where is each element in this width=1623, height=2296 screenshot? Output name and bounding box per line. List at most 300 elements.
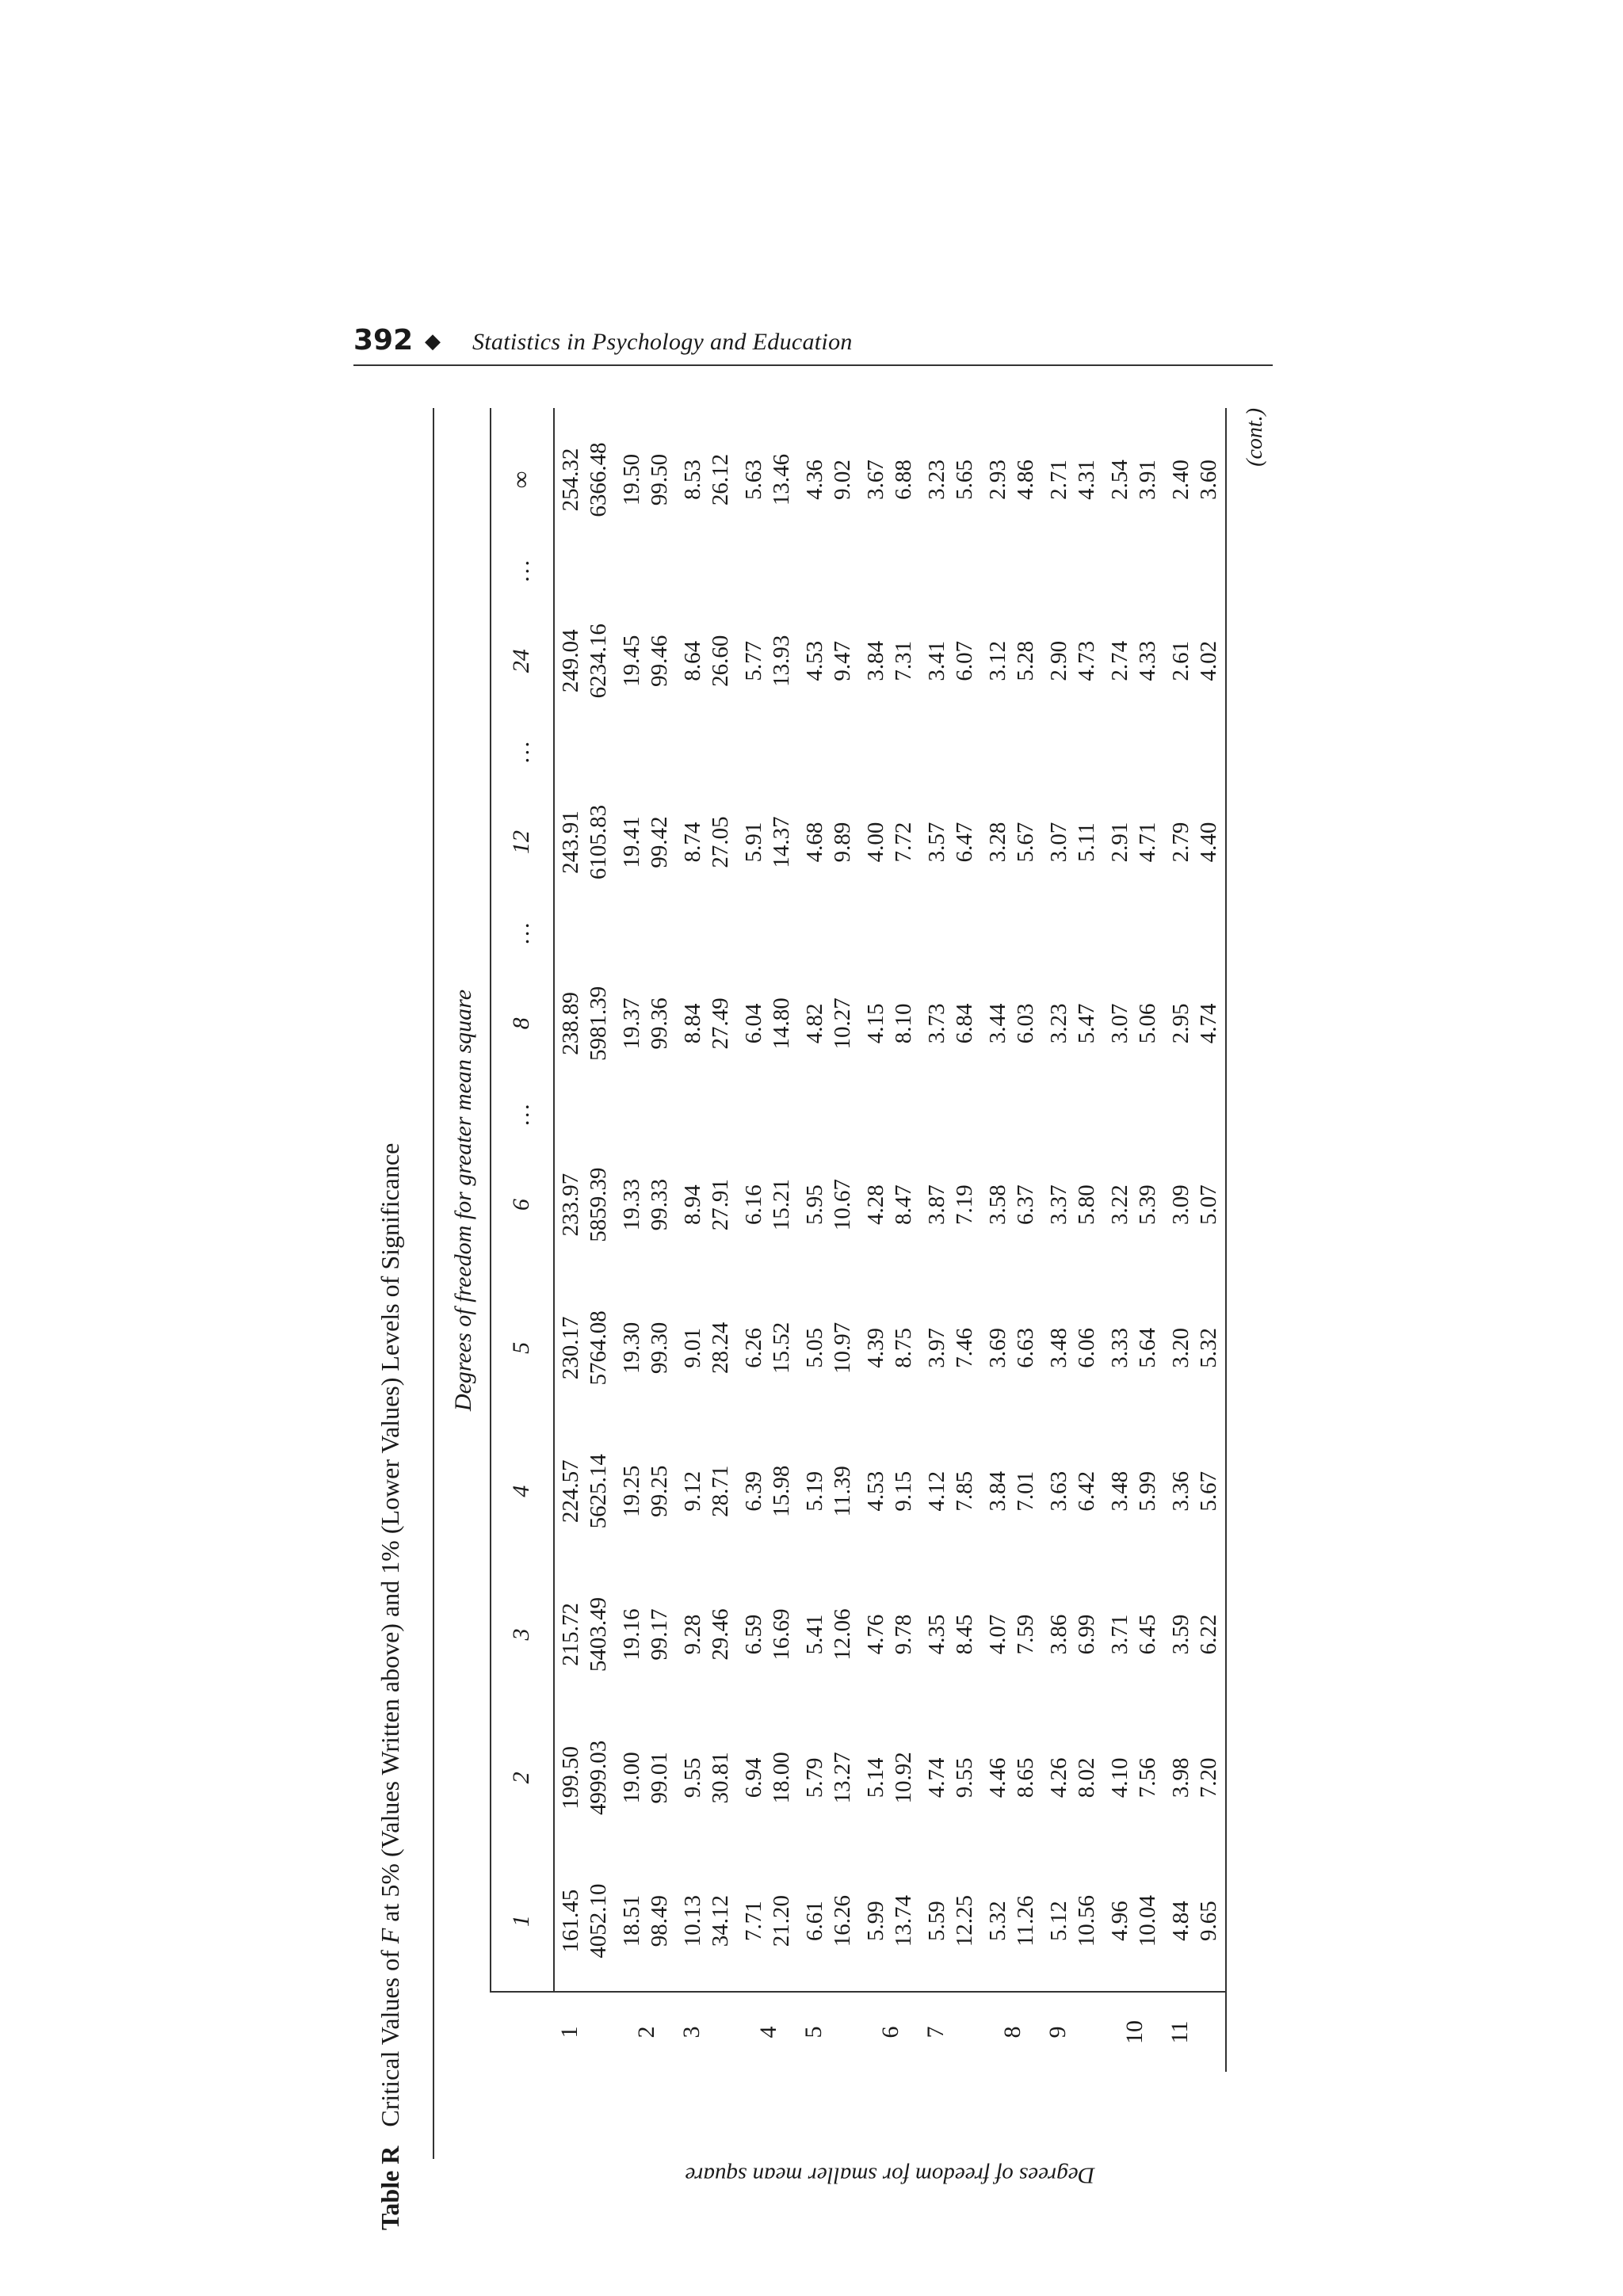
lower-value-1pct: 99.01 [647,1752,672,1804]
table-cell [982,733,1043,771]
upper-value-5pct: 6.59 [741,1614,766,1655]
table-cell [799,1706,860,1849]
upper-value-5pct: 6.94 [741,1757,766,1798]
table-row [616,408,677,2072]
table-cell [555,1095,616,1133]
upper-value-5pct: 3.07 [1046,822,1071,863]
table-cell [738,733,799,771]
table-cell [677,1563,738,1707]
table-cell [1043,952,1104,1095]
caption-text-before: Critical Values of [376,1950,404,2127]
lower-value-1pct: 13.93 [769,635,794,687]
upper-value-5pct: 3.33 [1107,1328,1132,1368]
table-cell [799,771,860,914]
upper-value-5pct: 3.22 [1107,1184,1132,1225]
lower-value-1pct: 99.50 [647,453,672,506]
lower-value-1pct: 5.64 [1135,1328,1160,1368]
lower-value-1pct: 5.99 [1135,1470,1160,1512]
table-cell [982,913,1043,952]
lower-value-1pct: 6.07 [952,640,977,681]
table-cell [1043,771,1104,914]
table-cell [555,1276,616,1420]
upper-value-5pct: 3.67 [863,460,888,500]
upper-value-5pct: 3.36 [1168,1470,1193,1512]
diamond-icon: ◆ [425,330,441,353]
lower-value-1pct: 7.31 [891,640,916,681]
table-cell [799,408,860,551]
table-cell [860,1420,921,1563]
lower-value-1pct: 28.24 [708,1322,733,1375]
table-cell [555,1420,616,1563]
f-table [365,408,1284,2230]
row-group-heading [555,2080,1224,2230]
table-cell [799,1420,860,1563]
upper-value-5pct: 254.32 [558,448,583,512]
column-header: 24 [508,649,534,673]
upper-value-5pct: 4.82 [802,1003,827,1044]
lower-value-1pct: 8.10 [891,1003,916,1044]
table-cell [982,771,1043,914]
row-df-label: 9 [1044,2026,1071,2039]
table-cell [799,733,860,771]
table-cell [1165,771,1226,914]
upper-value-5pct: 5.79 [802,1757,827,1798]
upper-value-5pct: 2.95 [1168,1003,1193,1044]
table-cell [677,1420,738,1563]
upper-value-5pct: 2.54 [1107,460,1132,500]
lower-value-1pct: 29.46 [708,1608,733,1661]
upper-value-5pct: 4.76 [863,1614,888,1655]
lower-value-1pct: 15.52 [769,1322,794,1375]
lower-value-1pct: 5859.39 [586,1167,611,1242]
lower-value-1pct: 5981.39 [586,986,611,1061]
column-header: … [508,738,534,765]
lower-value-1pct: 9.78 [891,1614,916,1655]
lower-value-1pct: 99.17 [647,1608,672,1661]
upper-value-5pct: 4.84 [1168,1901,1193,1941]
table-row [555,408,616,2072]
table-cell [799,1095,860,1133]
upper-value-5pct: 19.45 [619,635,644,687]
upper-value-5pct: 9.12 [680,1470,705,1512]
table-cell [555,1706,616,1849]
upper-value-5pct: 3.59 [1168,1614,1193,1655]
bottom-rule [1225,408,1227,2072]
lower-value-1pct: 5.67 [1196,1470,1221,1512]
upper-value-5pct: 6.61 [802,1901,827,1941]
table-cell [616,1706,677,1849]
upper-value-5pct: 5.95 [802,1184,827,1225]
upper-value-5pct: 8.53 [680,460,705,500]
table-cell [738,1420,799,1563]
table-cell [1104,1095,1165,1133]
table-cell [1165,1849,1226,1993]
upper-value-5pct: 19.37 [619,997,644,1050]
table-cell [1104,1133,1165,1276]
table-row [677,408,738,2072]
upper-value-5pct: 3.86 [1046,1614,1071,1655]
upper-value-5pct: 3.69 [985,1328,1010,1368]
lower-value-1pct: 4.71 [1135,822,1160,863]
upper-value-5pct: 3.48 [1046,1328,1071,1368]
lower-value-1pct: 5.06 [1135,1003,1160,1044]
upper-value-5pct: 3.28 [985,822,1010,863]
table-cell [1043,1706,1104,1849]
upper-value-5pct: 9.55 [680,1757,705,1798]
lower-value-1pct: 6.88 [891,460,916,500]
table-cell [616,1276,677,1420]
table-cell [860,913,921,952]
lower-value-1pct: 9.47 [830,640,855,681]
table-cell [799,1563,860,1707]
column-header: 5 [508,1341,534,1354]
lower-value-1pct: 6.42 [1074,1470,1099,1512]
lower-value-1pct: 10.04 [1135,1894,1160,1947]
table-cell [860,771,921,914]
upper-value-5pct: 9.01 [680,1328,705,1368]
upper-value-5pct: 3.37 [1046,1184,1071,1225]
table-cell [555,408,616,551]
lower-value-1pct: 8.65 [1013,1757,1038,1798]
table-row [921,408,982,2072]
table-cell [738,589,799,733]
upper-value-5pct: 6.26 [741,1328,766,1368]
upper-value-5pct: 4.39 [863,1328,888,1368]
upper-value-5pct: 2.79 [1168,822,1193,863]
table-cell [860,551,921,589]
upper-value-5pct: 4.10 [1107,1757,1132,1798]
lower-value-1pct: 11.26 [1013,1895,1038,1947]
lower-value-1pct: 11.39 [830,1466,855,1517]
upper-value-5pct: 2.93 [985,460,1010,500]
table-cell [555,771,616,914]
lower-value-1pct: 3.91 [1135,460,1160,500]
table-cell [921,1095,982,1133]
lower-value-1pct: 10.67 [830,1179,855,1231]
table-cell [555,1563,616,1707]
table-cell [860,408,921,551]
table-cell [555,733,616,771]
upper-value-5pct: 3.12 [985,640,1010,681]
upper-value-5pct: 238.89 [558,991,583,1055]
upper-value-5pct: 3.44 [985,1003,1010,1044]
table-cell [1104,408,1165,551]
table-cell [982,952,1043,1095]
row-df-label: 3 [678,2026,705,2039]
table-cell [616,733,677,771]
table-cell [1165,551,1226,589]
lower-value-1pct: 5.65 [952,460,977,500]
lower-value-1pct: 9.02 [830,460,855,500]
lower-value-1pct: 4.74 [1196,1003,1221,1044]
table-cell [921,1706,982,1849]
table-cell [1043,733,1104,771]
table-cell [1165,1706,1226,1849]
table-cell [921,1420,982,1563]
upper-value-5pct: 3.98 [1168,1757,1193,1798]
lower-value-1pct: 4.73 [1074,640,1099,681]
table-cell [616,771,677,914]
table-cell [982,408,1043,551]
table-cell [1043,1420,1104,1563]
upper-value-5pct: 19.50 [619,453,644,506]
upper-value-5pct: 4.26 [1046,1757,1071,1798]
table-cell [860,1133,921,1276]
table-cell [860,1276,921,1420]
upper-value-5pct: 8.94 [680,1184,705,1225]
lower-value-1pct: 5625.14 [586,1454,611,1529]
lower-value-1pct: 7.46 [952,1328,977,1368]
table-cell [616,1849,677,1993]
lower-value-1pct: 5.32 [1196,1328,1221,1368]
upper-value-5pct: 2.40 [1168,460,1193,500]
upper-value-5pct: 3.84 [863,640,888,681]
lower-value-1pct: 10.92 [891,1752,916,1804]
table-label: Table R [376,2145,404,2230]
upper-value-5pct: 5.12 [1046,1901,1071,1941]
lower-value-1pct: 27.91 [708,1179,733,1231]
table-cell [677,589,738,733]
table-cell [1104,589,1165,733]
table-cell [616,1420,677,1563]
lower-value-1pct: 6105.83 [586,804,611,880]
upper-value-5pct: 3.84 [985,1470,1010,1512]
table-cell [982,1420,1043,1563]
table-cell [677,1849,738,1993]
table-cell [616,589,677,733]
table-cell [555,1849,616,1993]
lower-value-1pct: 8.75 [891,1328,916,1368]
lower-value-1pct: 6.45 [1135,1614,1160,1655]
table-cell [555,551,616,589]
caption-f-symbol: F [376,1928,404,1944]
upper-value-5pct: 3.23 [924,460,949,500]
table-row [982,408,1043,2072]
column-header-row [491,408,552,1993]
lower-value-1pct: 21.20 [769,1894,794,1947]
lower-value-1pct: 4.02 [1196,640,1221,681]
upper-value-5pct: 224.57 [558,1459,583,1524]
table-cell [1165,1133,1226,1276]
lower-value-1pct: 10.27 [830,997,855,1050]
table-cell [1104,1420,1165,1563]
upper-value-5pct: 5.59 [924,1901,949,1941]
lower-value-1pct: 5.47 [1074,1003,1099,1044]
table-cell [1043,1849,1104,1993]
table-cell [738,1706,799,1849]
upper-value-5pct: 19.33 [619,1179,644,1231]
table-cell [799,551,860,589]
table-cell [799,913,860,952]
upper-value-5pct: 3.73 [924,1003,949,1044]
row-df-label: 10 [1121,2020,1148,2044]
lower-value-1pct: 7.01 [1013,1470,1038,1512]
table-cell [1043,1133,1104,1276]
lower-value-1pct: 14.80 [769,997,794,1050]
table-cell [982,1706,1043,1849]
column-group-heading: Degrees of freedom for greater mean square [450,989,476,1412]
lower-value-1pct: 4.31 [1074,460,1099,500]
upper-value-5pct: 3.09 [1168,1184,1193,1225]
lower-value-1pct: 13.46 [769,453,794,506]
lower-value-1pct: 16.26 [830,1894,855,1947]
lower-value-1pct: 5.80 [1074,1184,1099,1225]
lower-value-1pct: 4.86 [1013,460,1038,500]
lower-value-1pct: 26.12 [708,453,733,506]
lower-value-1pct: 5.11 [1074,822,1099,862]
lower-value-1pct: 5764.08 [586,1310,611,1386]
upper-value-5pct: 4.00 [863,822,888,863]
table-cell [921,1276,982,1420]
table-cell [860,733,921,771]
upper-value-5pct: 7.71 [741,1901,766,1941]
table-cell [616,913,677,952]
lower-value-1pct: 99.46 [647,635,672,687]
table-cell [1043,589,1104,733]
upper-value-5pct: 2.61 [1168,640,1193,681]
lower-value-1pct: 3.60 [1196,460,1221,500]
table-cell [1165,1095,1226,1133]
upper-value-5pct: 4.53 [802,640,827,681]
table-cell [677,551,738,589]
table-cell [982,589,1043,733]
upper-value-5pct: 8.64 [680,640,705,681]
table-cell [738,913,799,952]
table-cell [677,771,738,914]
table-cell [1165,408,1226,551]
row-df-label: 6 [877,2026,903,2039]
table-cell [677,1276,738,1420]
upper-value-5pct: 8.84 [680,1003,705,1044]
upper-value-5pct: 230.17 [558,1316,583,1380]
lower-value-1pct: 6.22 [1196,1614,1221,1655]
table-row [1043,408,1104,2072]
table-cell [1104,913,1165,952]
upper-value-5pct: 6.39 [741,1470,766,1512]
lower-value-1pct: 99.25 [647,1465,672,1517]
lower-value-1pct: 26.60 [708,635,733,687]
row-df-label: 2 [633,2026,659,2039]
lower-value-1pct: 6.84 [952,1003,977,1044]
table-cell [677,1133,738,1276]
lower-value-1pct: 28.71 [708,1465,733,1517]
lower-value-1pct: 9.55 [952,1757,977,1798]
lower-value-1pct: 99.42 [647,816,672,868]
lower-value-1pct: 6.63 [1013,1328,1038,1368]
upper-value-5pct: 4.07 [985,1614,1010,1655]
upper-value-5pct: 6.04 [741,1003,766,1044]
lower-value-1pct: 7.20 [1196,1757,1221,1798]
table-cell [616,952,677,1095]
table-cell [921,1563,982,1707]
upper-value-5pct: 9.28 [680,1614,705,1655]
upper-value-5pct: 5.41 [802,1614,827,1655]
upper-value-5pct: 2.71 [1046,460,1071,500]
table-cell [799,1849,860,1993]
lower-value-1pct: 10.97 [830,1322,855,1375]
lower-value-1pct: 9.89 [830,822,855,863]
caption-text-after: at 5% (Values Written above) and 1% (Lower Values) Levels of Significance [376,1142,404,1922]
table-cell [1165,952,1226,1095]
table-cell [1043,408,1104,551]
lower-value-1pct: 18.00 [769,1752,794,1804]
table-cell [1165,733,1226,771]
upper-value-5pct: 19.16 [619,1608,644,1661]
column-header: 2 [508,1772,534,1784]
lower-value-1pct: 6234.16 [586,624,611,699]
upper-value-5pct: 4.74 [924,1757,949,1798]
table-cell [860,1706,921,1849]
upper-value-5pct: 5.32 [985,1901,1010,1941]
table-caption [374,408,406,2230]
table-cell [921,1133,982,1276]
lower-value-1pct: 5.39 [1135,1184,1160,1225]
column-header: 4 [508,1485,534,1497]
row-group-heading-text: Degrees of freedom for smaller mean square [684,2162,1095,2188]
table-cell [1104,1276,1165,1420]
table-cell [738,1276,799,1420]
lower-value-1pct: 9.65 [1196,1901,1221,1941]
table-cell [616,1095,677,1133]
lower-value-1pct: 4.40 [1196,822,1221,863]
lower-value-1pct: 99.30 [647,1322,672,1375]
upper-value-5pct: 5.77 [741,640,766,681]
lower-value-1pct: 4052.10 [586,1883,611,1958]
table-cell [738,1133,799,1276]
table-cell [921,952,982,1095]
lower-value-1pct: 7.19 [952,1184,977,1225]
lower-value-1pct: 13.74 [891,1894,916,1947]
upper-value-5pct: 3.71 [1107,1614,1132,1655]
upper-value-5pct: 5.63 [741,460,766,500]
table-cell [799,952,860,1095]
table-cell [982,551,1043,589]
table-cell [616,1563,677,1707]
table-cell [738,408,799,551]
table-cell [1165,589,1226,733]
table-cell [860,1849,921,1993]
row-df-label: 8 [999,2026,1025,2039]
lower-value-1pct: 7.72 [891,822,916,863]
row-df-label: 11 [1167,2020,1193,2044]
upper-value-5pct: 249.04 [558,629,583,693]
upper-value-5pct: 4.96 [1107,1901,1132,1941]
table-cell [616,1133,677,1276]
lower-value-1pct: 9.15 [891,1470,916,1512]
upper-value-5pct: 161.45 [558,1889,583,1953]
table-cell [1104,733,1165,771]
lower-value-1pct: 8.02 [1074,1757,1099,1798]
table-cell [982,1095,1043,1133]
table-cell [860,952,921,1095]
lower-value-1pct: 6.47 [952,822,977,863]
lower-value-1pct: 12.25 [952,1894,977,1947]
upper-value-5pct: 3.63 [1046,1470,1071,1512]
lower-value-1pct: 99.33 [647,1179,672,1231]
column-header: 6 [508,1199,534,1211]
upper-value-5pct: 4.53 [863,1470,888,1512]
lower-value-1pct: 5.07 [1196,1184,1221,1225]
upper-value-5pct: 4.46 [985,1757,1010,1798]
lower-value-1pct: 30.81 [708,1752,733,1804]
table-cell [677,913,738,952]
table-cell [799,589,860,733]
table-cell [1165,1563,1226,1707]
upper-value-5pct: 5.91 [741,822,766,863]
lower-value-1pct: 6.06 [1074,1328,1099,1368]
lower-value-1pct: 13.27 [830,1752,855,1804]
upper-value-5pct: 3.07 [1107,1003,1132,1044]
